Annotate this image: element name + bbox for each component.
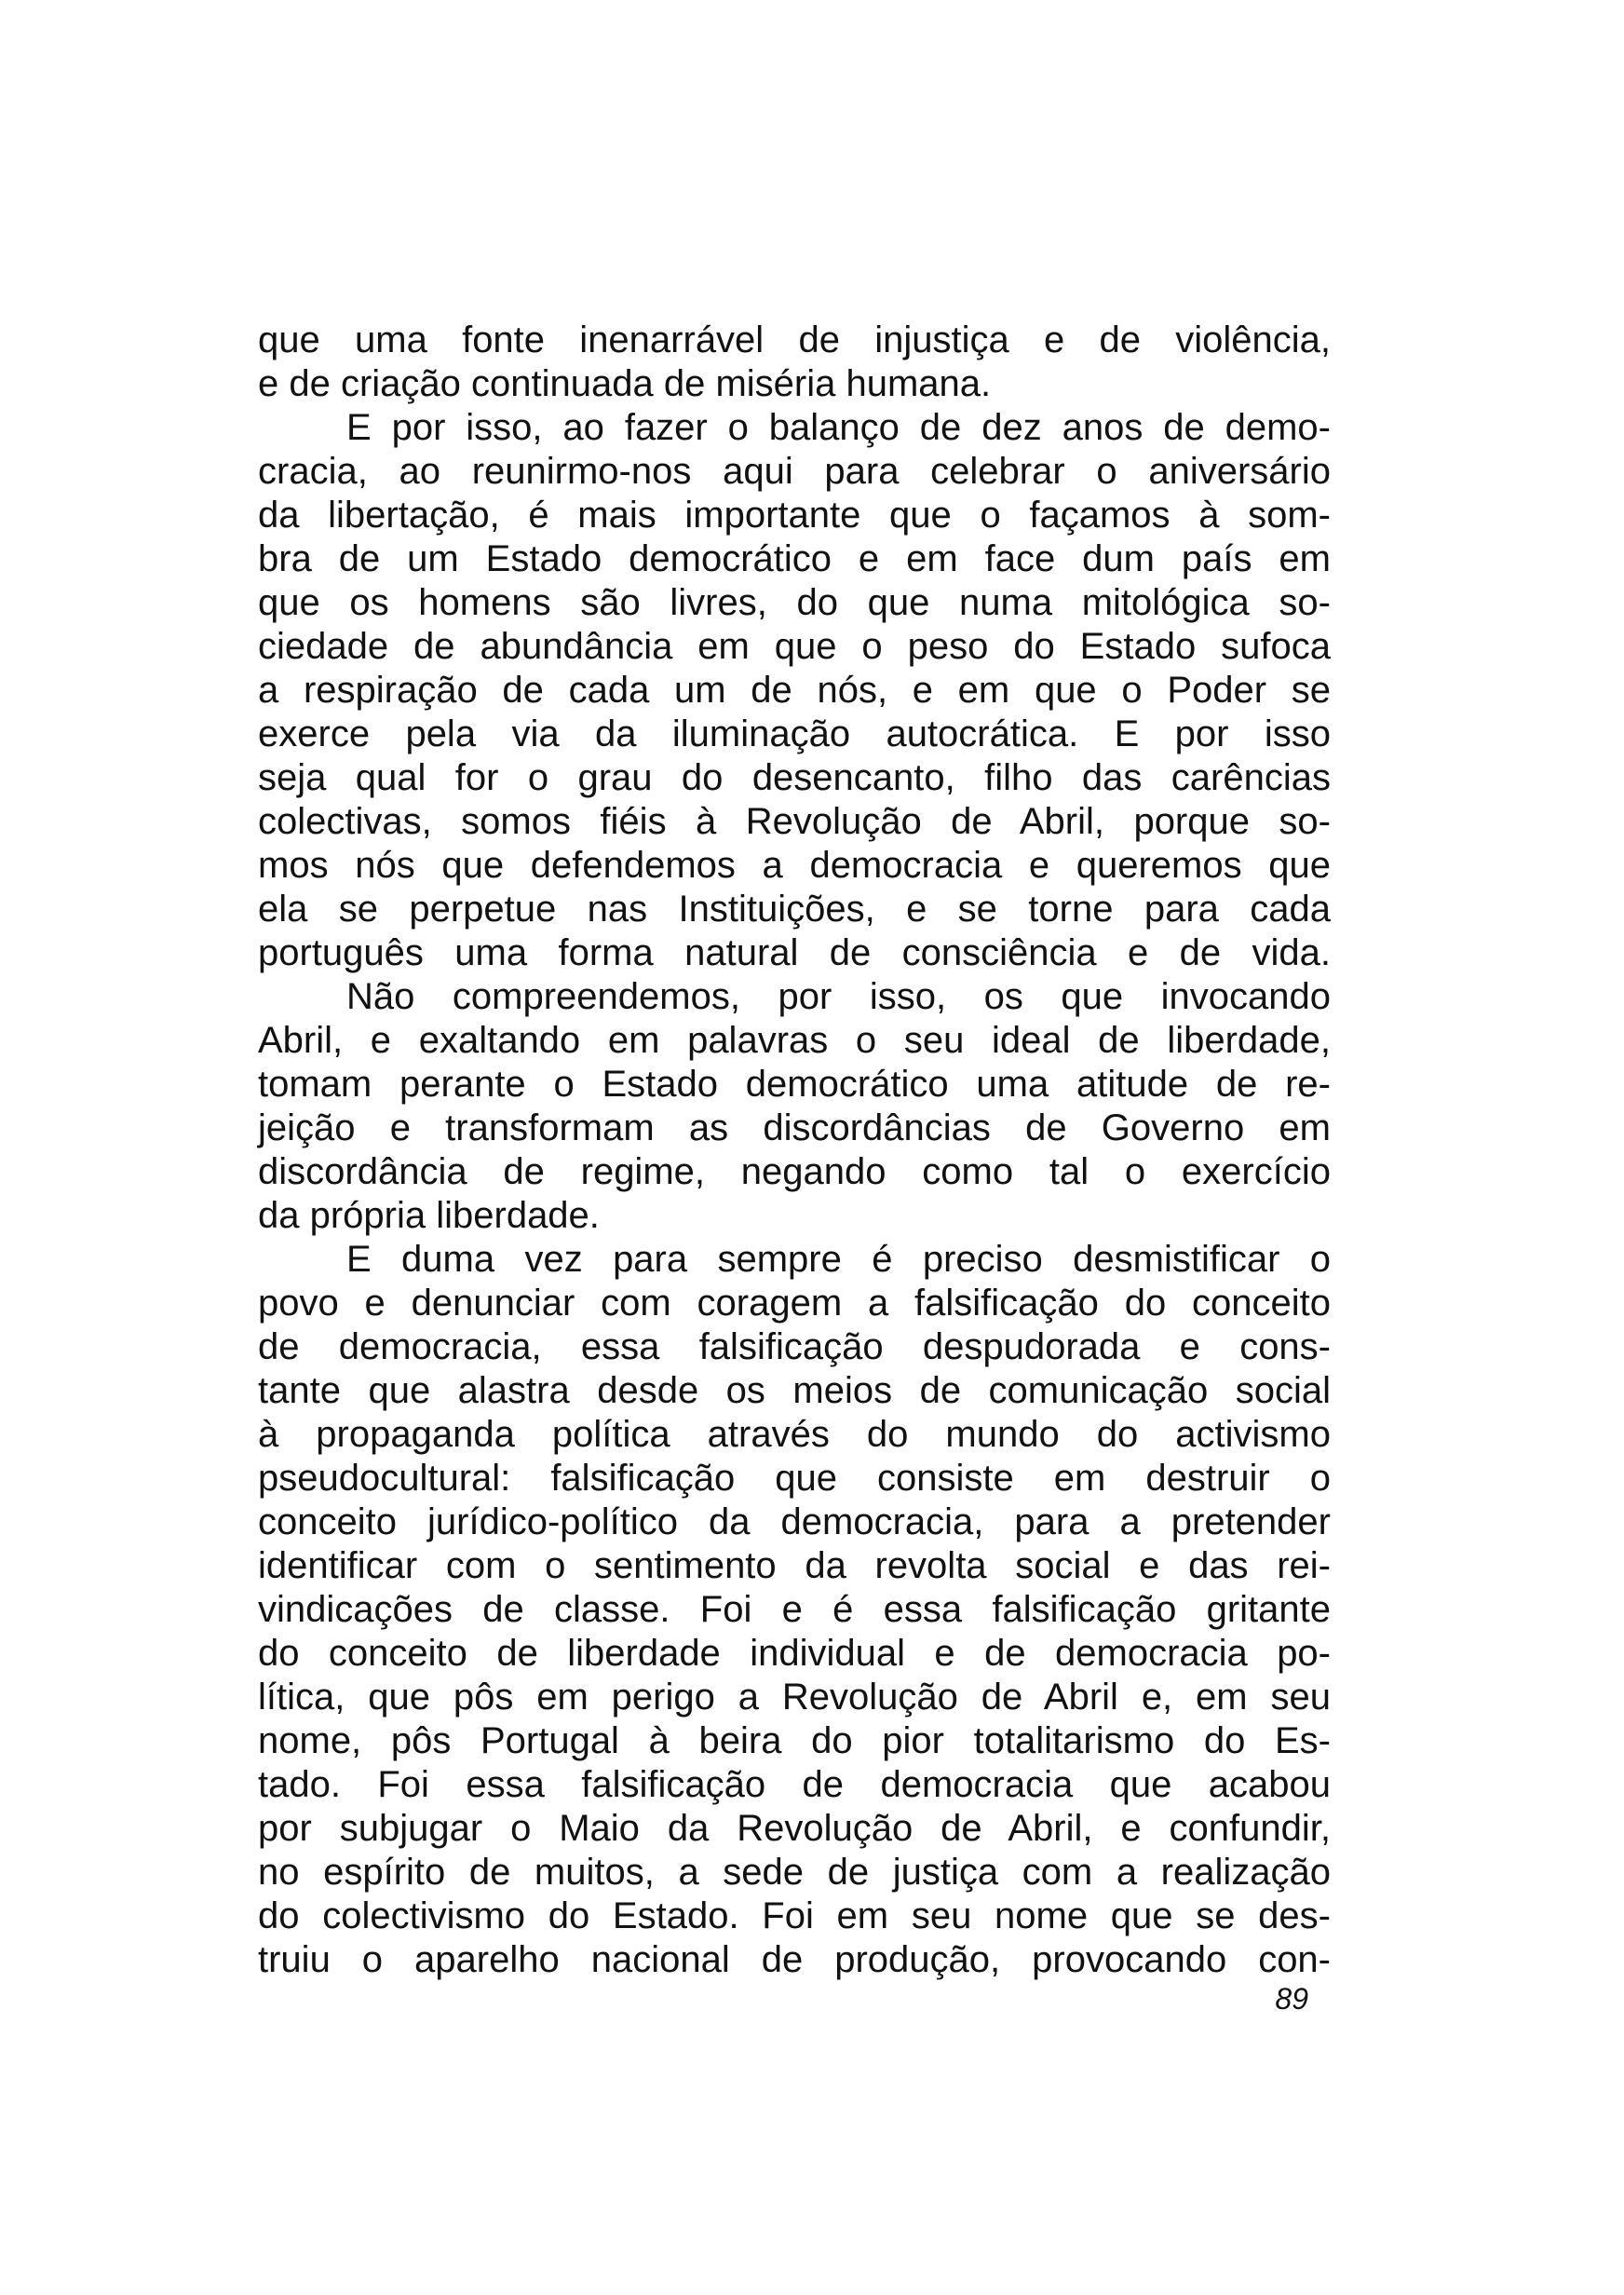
text-line: exerce pela via da iluminação autocrática. E por isso [258, 713, 1331, 754]
text-line: tado. Foi essa falsificação de democracia que acabou [258, 1764, 1331, 1805]
text-line: E por isso, ao fazer o balanço de dez anos de demo- [346, 407, 1331, 448]
text-line: e de criação continuada de miséria humana. [258, 363, 992, 404]
text-line: tante que alastra desde os meios de comunicação social [258, 1370, 1331, 1411]
paragraph [258, 319, 1331, 406]
text-line: povo e denunciar com coragem a falsificação do conceito [258, 1283, 1331, 1324]
text-line: seja qual for o grau do desencanto, filho das carências [258, 757, 1331, 798]
text-line: da própria liberdade. [258, 1195, 600, 1236]
text-line: da libertação, é mais importante que o façamos à som- [258, 495, 1331, 536]
text-line: mos nós que defendemos a democracia e queremos que [258, 845, 1331, 886]
text-line: pseudocultural: falsificação que consiste em destruir o [258, 1458, 1331, 1499]
text-line: que os homens são livres, do que numa mitológica so- [258, 582, 1331, 623]
text-line: Abril, e exaltando em palavras o seu ideal de liberdade, [258, 1020, 1331, 1061]
text-line: por subjugar o Maio da Revolução de Abril, e confundir, [258, 1808, 1331, 1849]
text-line: colectivas, somos fiéis à Revolução de Abril, porque so- [258, 801, 1331, 842]
text-line: discordância de regime, negando como tal o exercício [258, 1151, 1331, 1192]
paragraph [258, 406, 1331, 975]
text-line: ela se perpetue nas Instituições, e se torne para cada [258, 889, 1331, 930]
paragraph [258, 1238, 1331, 1982]
text-line: do conceito de liberdade individual e de democracia po- [258, 1633, 1331, 1674]
text-line: conceito jurídico-político da democracia, para a pretender [258, 1501, 1331, 1542]
text-line: E duma vez para sempre é preciso desmistificar o [346, 1239, 1331, 1280]
text-line: ciedade de abundância em que o peso do Estado sufoca [258, 626, 1331, 667]
body-text [258, 319, 1331, 1982]
text-line: no espírito de muitos, a sede de justiça com a realização [258, 1852, 1331, 1893]
text-line: português uma forma natural de consciência e de vida. [258, 932, 1331, 973]
text-line: nome, pôs Portugal à beira do pior totalitarismo do Es- [258, 1720, 1331, 1761]
page-number: 89 [1275, 1982, 1308, 2016]
text-line: de democracia, essa falsificação despudorada e cons- [258, 1326, 1331, 1367]
paragraph [258, 975, 1331, 1238]
text-line: vindicações de classe. Foi e é essa falsificação gritante [258, 1589, 1331, 1630]
text-line: lítica, que pôs em perigo a Revolução de Abril e, em seu [258, 1677, 1331, 1718]
text-line: Não compreendemos, por isso, os que invocando [346, 976, 1331, 1017]
text-line: do colectivismo do Estado. Foi em seu nome que se des- [258, 1895, 1331, 1936]
text-line: identificar com o sentimento da revolta social e das rei- [258, 1545, 1331, 1586]
text-line: que uma fonte inenarrável de injustiça e de violência, [258, 319, 1331, 360]
text-line: bra de um Estado democrático e em face dum país em [258, 538, 1331, 579]
text-line: jeição e transformam as discordâncias de Governo em [258, 1107, 1331, 1148]
text-line: tomam perante o Estado democrático uma atitude de re- [258, 1064, 1331, 1105]
text-line: truiu o aparelho nacional de produção, provocando con- [258, 1939, 1331, 1980]
text-line: à propaganda política através do mundo do activismo [258, 1414, 1331, 1455]
text-line: a respiração de cada um de nós, e em que o Poder se [258, 670, 1331, 711]
text-line: cracia, ao reunirmo-nos aqui para celebrar o aniversário [258, 451, 1331, 492]
